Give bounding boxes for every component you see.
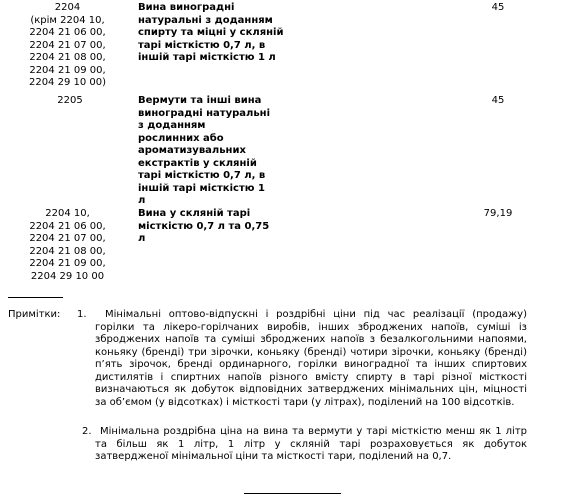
note-number: 2. bbox=[82, 426, 92, 437]
product-description: Вина у скляній тарі місткістю 0,7 л та 0,75 л bbox=[138, 208, 270, 244]
notes-separator bbox=[8, 297, 63, 298]
product-price: 79,19 bbox=[483, 208, 513, 219]
note-text: Мінімальні оптово-відпускні і роздрібні ціни під час реалізації (продажу) горілки та лікеро-горілчаних виробів, інших зброджених напоїв, суміші із зброджених напоїв та суміші зброджених напоїв з безалкогольними напоями, коньяку (бренді) три зірочки, коньяку (бренді) чотири зірочки, коньяку (бренді) п’ять зірочок, бренді ординарного, горілки виноградної та інших спиртових дистилятів і спиртних напоїв різного вмісту спирту в тарі різної місткості визначаються як добуток відповідних затверджених мінімальних цін, міцності за об’ємом (у відсотках) і місткості тари (у літрах), поділений на 100 відсотків. bbox=[95, 309, 527, 408]
product-price: 45 bbox=[491, 95, 505, 106]
product-price: 45 bbox=[491, 2, 505, 13]
note-text: Мінімальна роздрібна ціна на вина та вермути у тарі місткістю менш як 1 літр та більш як 1 літр, 1 літр у скляній тарі розраховується як добуток затвердженої мінімальної ціни та місткості тари, поділений на 0,7. bbox=[95, 426, 527, 462]
product-description: Вермути та інші вина виноградні натуральні з доданням рослинних або ароматизувальних екстрактів у скляній тарі місткістю 0,7 л, в іншій тарі місткістю 1 л bbox=[138, 95, 271, 206]
product-code: 2204 10, 2204 21 06 00, 2204 21 07 00, 2204 21 08 00, 2204 21 09 00, 2204 29 10 00 bbox=[29, 208, 106, 282]
notes-label: Примітки: bbox=[8, 309, 61, 320]
product-code: 2204 (крім 2204 10, 2204 21 06 00, 2204 21 07 00, 2204 21 08 00, 2204 21 09 00, 2204 29 10 00) bbox=[28, 2, 107, 88]
note-number: 1. bbox=[77, 309, 87, 320]
product-description: Вина виноградні натуральні з доданням спирту та міцні у скляній тарі місткістю 0,7 л, в іншій тарі місткістю 1 л bbox=[138, 2, 284, 63]
product-code: 2205 bbox=[57, 95, 83, 106]
bottom-separator bbox=[244, 493, 341, 494]
